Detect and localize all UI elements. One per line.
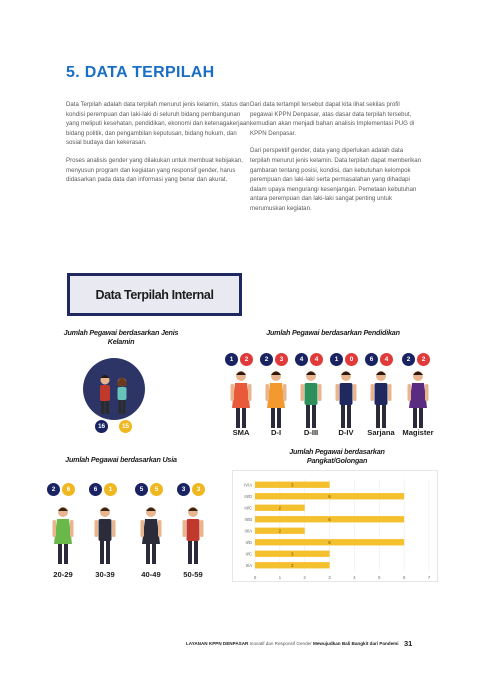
male-count-badge: 1 [224, 352, 239, 367]
male-count-badge: 5 [134, 482, 149, 497]
paragraph: Dari perspektif gender, data yang diperlukan adalah data terpilah menurut jenis kelamin. Data terpilah dapat memberikan gambaran tentang posisi, kondisi, dan kebutuhan kelompok perempuan dan laki-laki serta permasalahan yang dihadapi dalam upaya mengurangi kesenjangan. Pemetaan kebutuhan antara perempuan dan laki-laki sangat penting untuk merumuskan kegiatan. [250, 147, 422, 212]
male-count-badge: 3 [176, 482, 191, 497]
y-tick-label: IV/A [244, 482, 252, 488]
data-label: 6 [328, 493, 331, 499]
education-figure [401, 352, 435, 432]
age-label: 50-59 [183, 570, 203, 579]
x-tick-label: 1 [278, 575, 282, 580]
female-count-badge: 2 [416, 352, 431, 367]
woman-icon [259, 368, 293, 430]
intro-column-right [250, 100, 422, 222]
page-heading: 5. DATA TERPILAH [66, 64, 215, 81]
education-figure [259, 352, 293, 432]
male-count-badge: 2 [46, 482, 61, 497]
woman-icon [46, 504, 80, 566]
x-tick-label: 5 [378, 575, 381, 580]
gender-illustration [83, 358, 145, 420]
female-count-badge: 0 [344, 352, 359, 367]
age-figure [176, 482, 210, 572]
education-section-title: Jumlah Pegawai berdasarkan Pendidikan [266, 328, 400, 337]
education-figure [294, 352, 328, 432]
female-count-badge: 1 [103, 482, 118, 497]
education-label: D-I [270, 428, 282, 437]
section-banner [67, 273, 242, 316]
y-tick-label: III/B [244, 516, 252, 522]
age-label: 30-39 [95, 570, 115, 579]
data-label: 2 [278, 505, 282, 511]
woman-icon [401, 368, 435, 430]
age-figure [88, 482, 122, 572]
intro-column-left [66, 100, 252, 193]
age-figure [134, 482, 168, 572]
page-footer [186, 641, 399, 646]
woman-icon [134, 504, 168, 566]
couple-icon [83, 358, 145, 420]
man-icon [364, 368, 398, 430]
data-label: 6 [328, 516, 331, 522]
page-number: 31 [404, 639, 413, 648]
age-figure [46, 482, 80, 572]
x-tick-label: 0 [253, 575, 257, 580]
female-count-badge: 3 [191, 482, 206, 497]
paragraph: Data Terpilah adalah data terpilah menurut jenis kelamin, status dan kondisi perempuan dan laki-laki di seluruh bidang pembangunan yang meliputi kesehatan, pendidikan, ekonomi dan ketenagakerjaan, bidang politik, dan pengambilan keputusan, bidang hukum, dan sosial budaya dan kekerasan. [66, 101, 252, 147]
male-count-badge: 6 [88, 482, 103, 497]
paragraph: Proses analisis gender yang dilakukan untuk membuat kebijakan, menyusun program dan kegiatan yang responsif gender, harus didasarkan pada data dan informasi yang benar dan akurat. [66, 156, 243, 184]
y-tick-label: II/A [245, 562, 252, 568]
education-figure [364, 352, 398, 432]
y-tick-label: III/D [244, 493, 252, 499]
age-section-title: Jumlah Pegawai berdasarkan Usia [65, 455, 177, 464]
education-label: Magister [402, 428, 434, 437]
rank-bar-chart [233, 471, 439, 583]
y-tick-label: III/C [244, 505, 252, 511]
gender-section-title: Jumlah Pegawai berdasarkan Jenis Kelamin [63, 328, 179, 346]
man-icon [88, 504, 122, 566]
y-tick-label: II/D [245, 539, 252, 545]
female-count-badge: 6 [61, 482, 76, 497]
rank-section-title: Jumlah Pegawai berdasarkan Pangkat/Golongan [289, 447, 385, 465]
x-tick-label: 2 [303, 575, 306, 580]
education-figure [224, 352, 258, 432]
female-count-badge: 15 [118, 419, 133, 434]
man-icon [329, 368, 363, 430]
female-count-badge: 4 [379, 352, 394, 367]
x-tick-label: 7 [427, 575, 431, 580]
education-label: SMA [232, 428, 250, 437]
rank-chart-panel [232, 470, 438, 582]
data-label: 3 [291, 482, 294, 488]
male-count-badge: 4 [294, 352, 309, 367]
male-count-badge: 16 [94, 419, 109, 434]
male-count-badge: 6 [364, 352, 379, 367]
man-icon [176, 504, 210, 566]
banner-title: Data Terpilah Internal [95, 287, 214, 302]
y-tick-label: III/A [244, 528, 252, 534]
data-label: 6 [328, 539, 331, 545]
data-label: 3 [291, 551, 294, 557]
female-count-badge: 3 [274, 352, 289, 367]
education-label: Sarjana [367, 428, 395, 437]
female-count-badge: 4 [309, 352, 324, 367]
data-label: 3 [291, 562, 294, 568]
x-tick-label: 3 [328, 575, 331, 580]
footer-org: LAYANAN KPPN DENPASAR [186, 641, 249, 646]
female-count-badge: 2 [239, 352, 254, 367]
footer-emphasis: Mewujudkan Bali Bangkit dari Pandemi [313, 641, 399, 646]
paragraph: Dari data tertampil tersebut dapat kita lihat sekilas profil pegawai KPPN Denpasar, atas dasar data terpilah tersebut, kemudian akan menjadi bahan analisis Implementasi PUG di KPPN Denpasar. [250, 101, 415, 137]
male-count-badge: 2 [259, 352, 274, 367]
woman-icon [224, 368, 258, 430]
x-tick-label: 6 [402, 575, 406, 580]
female-count-badge: 5 [149, 482, 164, 497]
male-count-badge: 1 [329, 352, 344, 367]
education-label: D-III [303, 428, 319, 437]
y-tick-label: II/C [245, 551, 252, 557]
x-tick-label: 4 [353, 575, 356, 580]
male-count-badge: 2 [401, 352, 416, 367]
age-label: 40-49 [141, 570, 161, 579]
education-label: D-IV [338, 428, 354, 437]
education-figure [329, 352, 363, 432]
data-label: 2 [278, 528, 282, 534]
footer-tagline: Inovatif dan Responsif Gender [249, 641, 312, 646]
man-icon [294, 368, 328, 430]
age-label: 20-29 [53, 570, 73, 579]
